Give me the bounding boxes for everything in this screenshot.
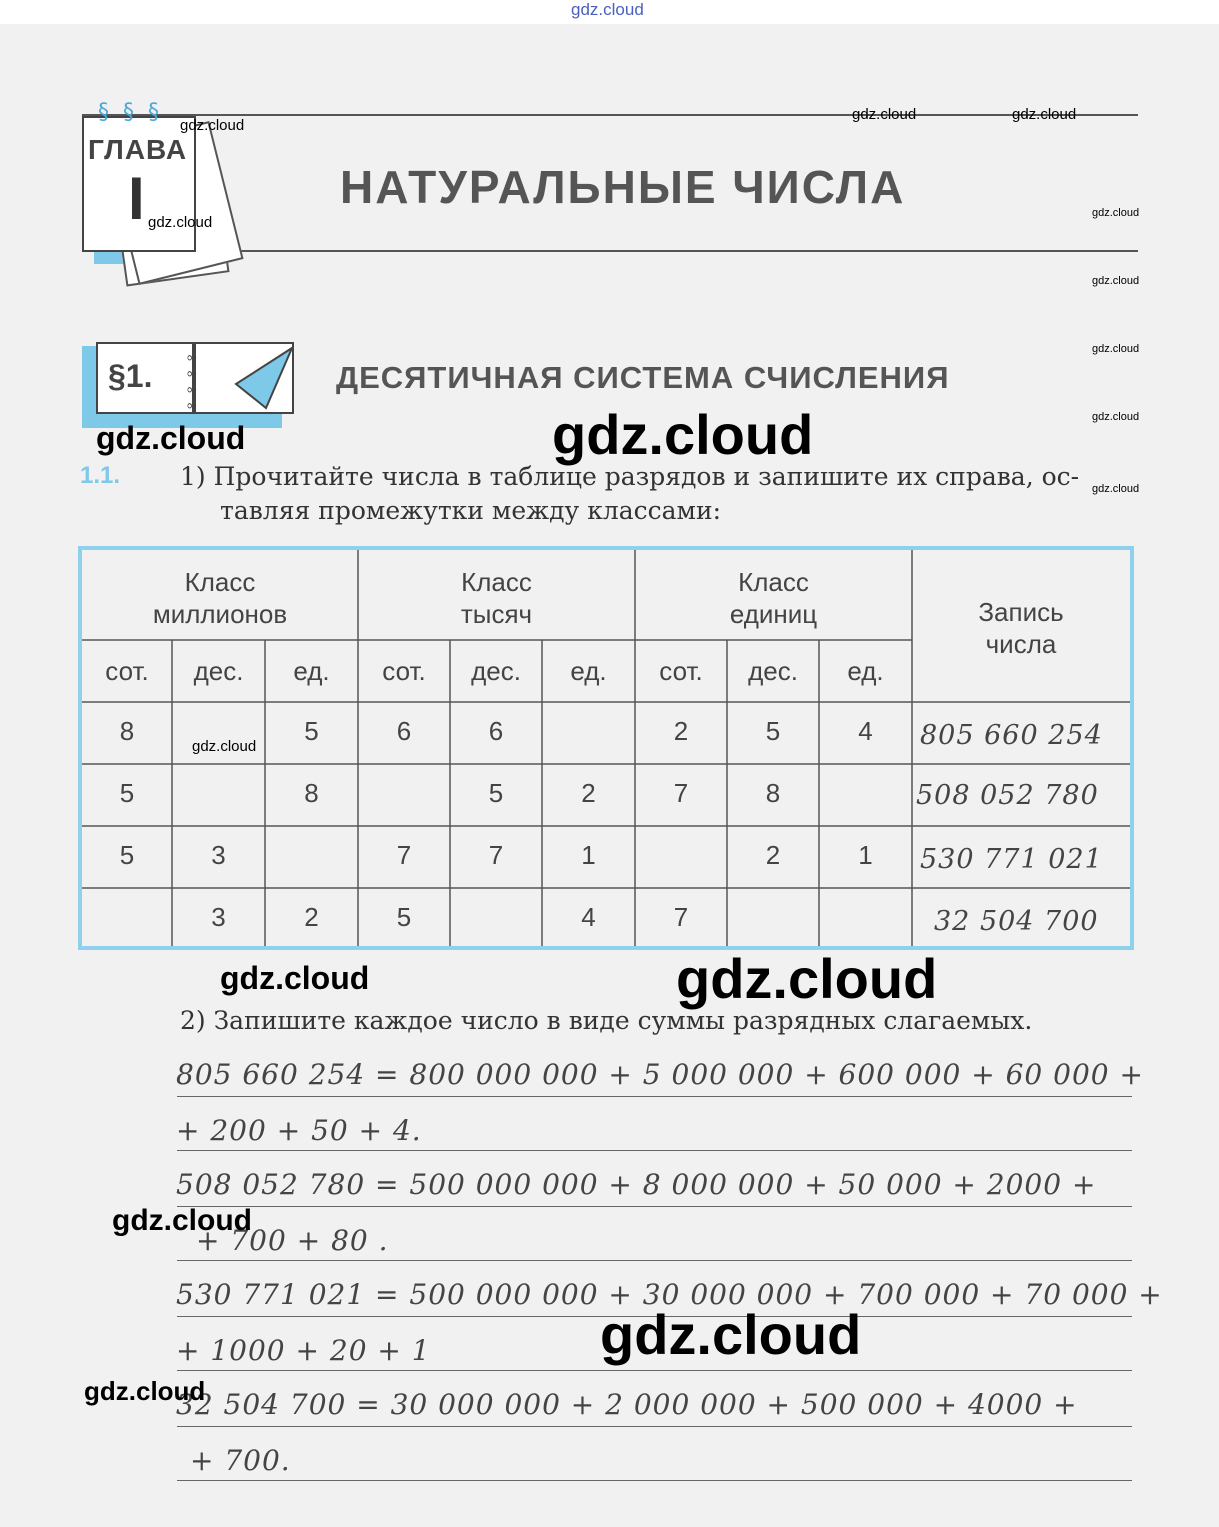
spiral-rings-icon: §§§: [98, 100, 173, 125]
digit-cell: 4: [581, 902, 596, 932]
digit-cell: 6: [488, 716, 504, 746]
sub-header: сот.: [382, 656, 426, 686]
digit-cell: 7: [673, 902, 689, 932]
section-title: ДЕСЯТИЧНАЯ СИСТЕМА СЧИСЛЕНИЯ: [336, 360, 950, 395]
answer-line: 805 660 254 = 800 000 000 + 5 000 000 + 600 000 + 60 000 +: [176, 1058, 1144, 1091]
digit-cell: 6: [396, 716, 412, 746]
task-number: 1.1.: [80, 462, 121, 489]
watermark: gdz.cloud: [180, 117, 245, 134]
class-header-millions: Класс миллионов: [152, 567, 288, 629]
digit-cell: 7: [673, 778, 689, 808]
record-header: Запись числа: [978, 597, 1064, 659]
sub-header: дес.: [748, 656, 798, 686]
digit-cell: 4: [858, 716, 873, 746]
watermark: gdz.cloud: [84, 1376, 206, 1406]
digit-cell: 1: [581, 840, 596, 870]
task-part1-line1: 1) Прочитайте числа в таблице разрядов и запишите их справа, ос-: [180, 462, 1080, 491]
chapter-rule-top: [82, 114, 1138, 116]
watermark: gdz.cloud: [192, 738, 257, 755]
watermark: gdz.cloud: [1012, 106, 1077, 123]
section-number: §1.: [108, 358, 153, 394]
watermark: gdz.cloud: [552, 403, 814, 466]
watermark: gdz.cloud: [852, 106, 917, 123]
section-badge-page: [194, 342, 294, 414]
sub-header: ед.: [293, 656, 330, 686]
sub-header: сот.: [659, 656, 703, 686]
digit-cell: 5: [119, 778, 135, 808]
watermark: gdz.cloud: [1092, 207, 1140, 219]
sub-header: дес.: [471, 656, 521, 686]
watermark: gdz.cloud: [600, 1303, 862, 1366]
digit-cell: 2: [581, 778, 596, 808]
digit-cell: 5: [119, 840, 135, 870]
answer-line: + 1000 + 20 + 1: [176, 1334, 431, 1367]
digit-cell: 2: [765, 840, 781, 870]
chapter-title: НАТУРАЛЬНЫЕ ЧИСЛА: [340, 161, 906, 213]
digit-cell: 5: [765, 716, 781, 746]
watermark: gdz.cloud: [220, 960, 370, 996]
chapter-word: ГЛАВА: [88, 134, 188, 165]
sub-header: ед.: [570, 656, 607, 686]
answer-line: + 200 + 50 + 4.: [176, 1114, 422, 1147]
digit-cell: 7: [488, 840, 504, 870]
watermark: gdz.cloud: [1092, 275, 1140, 287]
digit-cell: 8: [304, 778, 319, 808]
chapter-number: I: [128, 165, 145, 232]
spiral-binding-icon: ∞ ∞ ∞ ∞: [186, 350, 198, 414]
writing-line: [177, 1480, 1132, 1481]
digit-cell: 3: [211, 902, 226, 932]
answer-line: 508 052 780 = 500 000 000 + 8 000 000 + 50 000 + 2000 +: [176, 1168, 1097, 1201]
watermark: gdz.cloud: [676, 947, 938, 1010]
digit-cell: 5: [488, 778, 504, 808]
answer-line: 32 504 700 = 30 000 000 + 2 000 000 + 500 000 + 4000 +: [176, 1388, 1078, 1421]
writing-line: [177, 1370, 1132, 1371]
writing-line: [177, 1426, 1132, 1427]
record-cell: 32 504 700: [934, 906, 1099, 937]
answer-line: + 700.: [190, 1444, 291, 1477]
class-header-units: Класс единиц: [729, 567, 818, 629]
digit-cell: 5: [396, 902, 412, 932]
answer-line: + 700 + 80 .: [196, 1224, 389, 1257]
answer-line: 530 771 021 = 500 000 000 + 30 000 000 + 700 000 + 70 000 +: [176, 1278, 1163, 1311]
writing-line: [177, 1096, 1132, 1097]
digit-cell: 5: [304, 716, 319, 746]
task-part2: 2) Запишите каждое число в виде суммы разрядных слагаемых.: [180, 1006, 1033, 1035]
writing-line: [177, 1260, 1132, 1261]
page-curl-icon: [196, 344, 292, 412]
digit-cell: 2: [304, 902, 319, 932]
watermark: gdz.cloud: [1092, 483, 1140, 495]
record-cell: 530 771 021: [920, 844, 1103, 875]
class-header-thousands: Класс тысяч: [460, 567, 533, 629]
watermark-top: gdz.cloud: [571, 0, 644, 19]
chapter-rule-bottom: [240, 250, 1138, 252]
sub-header: дес.: [193, 656, 244, 686]
record-cell: 805 660 254: [920, 720, 1103, 751]
task-part1-line2: тавляя промежутки между классами:: [220, 496, 722, 525]
sub-header: сот.: [105, 656, 149, 686]
watermark: gdz.cloud: [1092, 411, 1140, 423]
watermark: gdz.cloud: [148, 214, 213, 231]
sub-header: ед.: [847, 656, 884, 686]
digit-cell: 7: [396, 840, 412, 870]
watermark: gdz.cloud: [112, 1204, 252, 1237]
digit-cell: 3: [211, 840, 226, 870]
writing-line: [177, 1206, 1132, 1207]
digit-cell: 2: [673, 716, 689, 746]
digit-cell: 8: [765, 778, 781, 808]
watermark: gdz.cloud: [96, 420, 246, 456]
writing-line: [177, 1150, 1132, 1151]
watermark: gdz.cloud: [1092, 343, 1140, 355]
digit-cell: 8: [119, 716, 135, 746]
record-cell: 508 052 780: [916, 780, 1099, 811]
digit-cell: 1: [858, 840, 873, 870]
